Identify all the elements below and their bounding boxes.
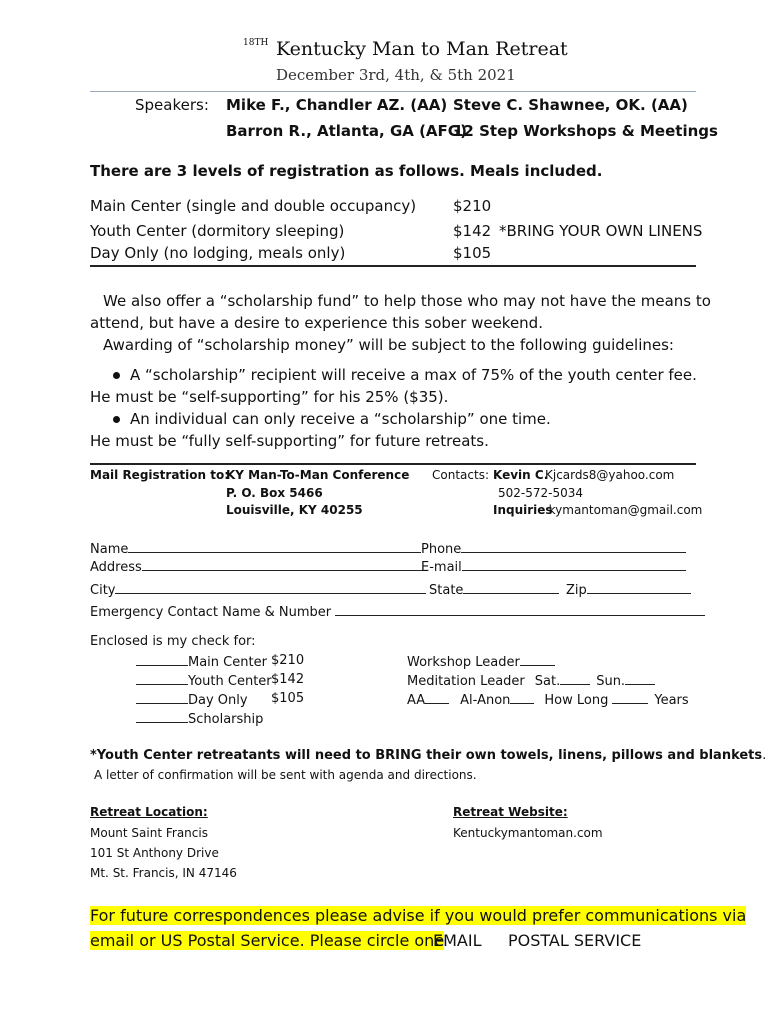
event-dates: December 3rd, 4th, & 5th 2021 [276,66,516,84]
aa-blank[interactable] [425,691,449,704]
level-youth-price: $142 [453,222,492,240]
mail-rule [90,463,696,465]
bullet-1-text: A “scholarship” recipient will receive a max of 75% of the youth center fee. [130,366,697,384]
sat-blank[interactable] [560,672,590,685]
youth-note [90,748,766,763]
city-blank[interactable] [115,581,426,594]
option-scholarship-blank[interactable] [136,710,188,723]
alanon-blank[interactable] [510,691,534,704]
scholarship-para1b: attend, but have a desire to experience this sober weekend. [90,314,543,332]
alanon-label: Al-Anon [460,693,511,708]
email-blank[interactable] [462,558,686,571]
contact-phone: 502-572-5034 [498,486,584,500]
how-long-blank[interactable] [612,691,648,704]
name-blank[interactable] [128,540,421,553]
zip-blank[interactable] [587,581,691,594]
footer-line-2: email or US Postal Service. Please circle one [90,931,445,950]
sat-label: Sat. [534,674,561,689]
state-label: State [429,583,464,598]
speakers-label: Speakers: [135,96,209,114]
option-postal[interactable]: POSTAL SERVICE [508,931,642,950]
mail-address-1: KY Man-To-Man Conference [226,468,410,482]
state-field[interactable] [429,581,559,598]
phone-blank[interactable] [461,540,686,553]
bullet-2-text: An individual can only receive a “scholarship” one time. [130,410,551,428]
meditation-leader[interactable] [407,672,655,689]
address-field[interactable] [90,558,423,575]
bullet-icon [113,372,120,379]
meditation-leader-label: Meditation Leader [407,674,525,689]
payment-heading: Enclosed is my check for: [90,634,256,649]
registration-rule [90,265,696,267]
phone-field[interactable] [421,540,686,557]
location-line-1: Mount Saint Francis [90,826,208,840]
level-day-name: Day Only (no lodging, meals only) [90,244,346,262]
scholarship-para1a: We also offer a “scholarship fund” to help those who may not have the means to [103,292,711,310]
emergency-field[interactable] [90,603,705,620]
option-scholarship-label: Scholarship [188,712,264,727]
inquiries-email[interactable]: . kymantoman@gmail.com [541,503,703,517]
level-main-price: $210 [453,197,492,215]
option-email[interactable]: EMAIL [433,931,482,950]
linens-note: *BRING YOUR OWN LINENS [499,222,703,240]
youth-note-period: . [762,748,767,763]
option-scholarship[interactable] [136,710,263,727]
contacts-label: Contacts: [432,468,489,482]
workshop-leader-blank[interactable] [520,653,555,666]
workshop-leader[interactable] [407,653,555,670]
city-field[interactable] [90,581,426,598]
option-main-price: $210 [271,653,305,668]
bullet-icon [113,416,120,423]
header-rule [90,91,696,92]
footer-line-1: For future correspondences please advise if you would prefer communications via [90,906,747,925]
option-day[interactable] [136,691,248,708]
option-youth-blank[interactable] [136,672,188,685]
youth-note-text: *Youth Center retreatants will need to BRING their own towels, linens, pillows and blankets [90,748,763,763]
emergency-label: Emergency Contact Name & Number [90,605,332,620]
city-label: City [90,583,116,598]
level-youth-name: Youth Center (dormitory sleeping) [90,222,345,240]
phone-label: Phone [421,542,462,557]
emergency-blank[interactable] [335,603,705,616]
website-url[interactable]: Kentuckymantoman.com [453,826,603,840]
inquiries-label: Inquiries [493,503,553,517]
confirmation-note: A letter of confirmation will be sent with agenda and directions. [94,768,477,782]
option-day-blank[interactable] [136,691,188,704]
email-field[interactable] [421,558,686,575]
website-heading: Retreat Website: [453,805,568,819]
workshops-text: 12 Step Workshops & Meetings [453,122,718,140]
address-blank[interactable] [142,558,423,571]
scholarship-para2: Awarding of “scholarship money” will be subject to the following guidelines: [103,336,674,354]
option-youth[interactable] [136,672,272,689]
registration-heading: There are 3 levels of registration as follows. Meals included. [90,162,603,180]
speaker-1: Mike F., Chandler AZ. (AA) [226,96,448,114]
option-main[interactable] [136,653,267,670]
level-main-name: Main Center (single and double occupancy) [90,197,417,215]
level-day-price: $105 [453,244,492,262]
edition-superscript: 18TH [243,38,269,48]
contact-email[interactable]: Kjcards8@yahoo.com [545,468,675,482]
mail-address-2: P. O. Box 5466 [226,486,323,500]
sun-blank[interactable] [625,672,655,685]
option-main-label: Main Center [188,655,267,670]
years-label: Years [654,693,689,708]
bullet-1-cont: He must be “self-supporting” for his 25% ($35). [90,388,449,406]
mail-label: Mail Registration to: [90,468,230,482]
bullet-2 [113,410,551,428]
option-day-price: $105 [271,691,305,706]
program-row[interactable] [407,691,689,708]
location-line-2: 101 St Anthony Drive [90,846,219,860]
workshop-leader-label: Workshop Leader [407,655,520,670]
location-heading: Retreat Location: [90,805,208,819]
sun-label: Sun. [596,674,626,689]
speaker-2: Barron R., Atlanta, GA (AFG) [226,122,467,140]
mail-address-3: Louisville, KY 40255 [226,503,363,517]
zip-label: Zip [566,583,587,598]
option-main-blank[interactable] [136,653,188,666]
bullet-1 [113,366,697,384]
option-youth-price: $142 [271,672,305,687]
name-label: Name [90,542,129,557]
aa-label: AA [407,693,426,708]
bullet-2-cont: He must be “fully self-supporting” for future retreats. [90,432,489,450]
option-youth-label: Youth Center [188,674,272,689]
email-label: E-mail [421,560,462,575]
speaker-3: Steve C. Shawnee, OK. (AA) [453,96,688,114]
location-line-3: Mt. St. Francis, IN 47146 [90,866,237,880]
how-long-label: How Long [544,693,609,708]
state-blank[interactable] [463,581,559,594]
contact-name: Kevin C. [493,468,549,482]
address-label: Address [90,560,142,575]
name-field[interactable] [90,540,421,557]
option-day-label: Day Only [188,693,248,708]
zip-field[interactable] [566,581,691,598]
page-title: Kentucky Man to Man Retreat [276,38,568,60]
